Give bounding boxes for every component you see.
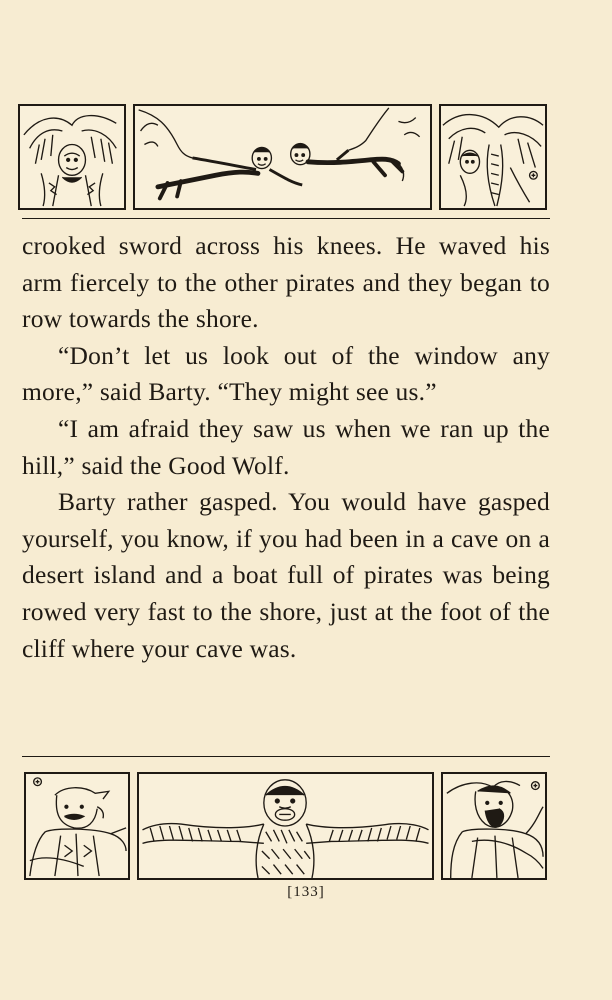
gorilla-with-outstretched-arms-illustration: [139, 774, 432, 878]
bottom-right-illustration: [441, 772, 547, 880]
top-right-illustration: [439, 104, 547, 210]
bottom-left-illustration: [24, 772, 130, 880]
monkeys-swinging-on-vine-illustration: [135, 106, 430, 208]
page-number: [133]: [287, 884, 325, 900]
bottom-center-illustration: [137, 772, 434, 880]
bottom-divider-rule: [22, 756, 550, 757]
top-center-illustration: [133, 104, 432, 210]
page-body-text: [22, 228, 550, 667]
pirate-in-palm-trees-illustration: [20, 106, 124, 208]
paragraph-4: Barty rather gasped. You would have gasped yourself, you know, if you had been in a cave on a desert island and a boat full of pirates was being rowed very fast to the shore, just at the foot of the cliff where your cave was.: [22, 487, 550, 663]
paragraph-1: crooked sword across his knees. He waved his arm fiercely to the other pirates and they began to row towards the shore.: [22, 231, 550, 334]
pirate-with-bandana-illustration: [26, 774, 128, 878]
paragraph-2: “Don’t let us look out of the window any more,” said Barty. “They might see us.”: [22, 340, 550, 407]
top-left-illustration: [18, 104, 126, 210]
top-divider-rule: [22, 218, 550, 219]
pirate-behind-palm-illustration: [441, 106, 545, 208]
bearded-pirate-illustration: [443, 774, 545, 878]
paragraph-3: “I am afraid they saw us when we ran up the hill,” said the Good Wolf.: [22, 413, 550, 480]
